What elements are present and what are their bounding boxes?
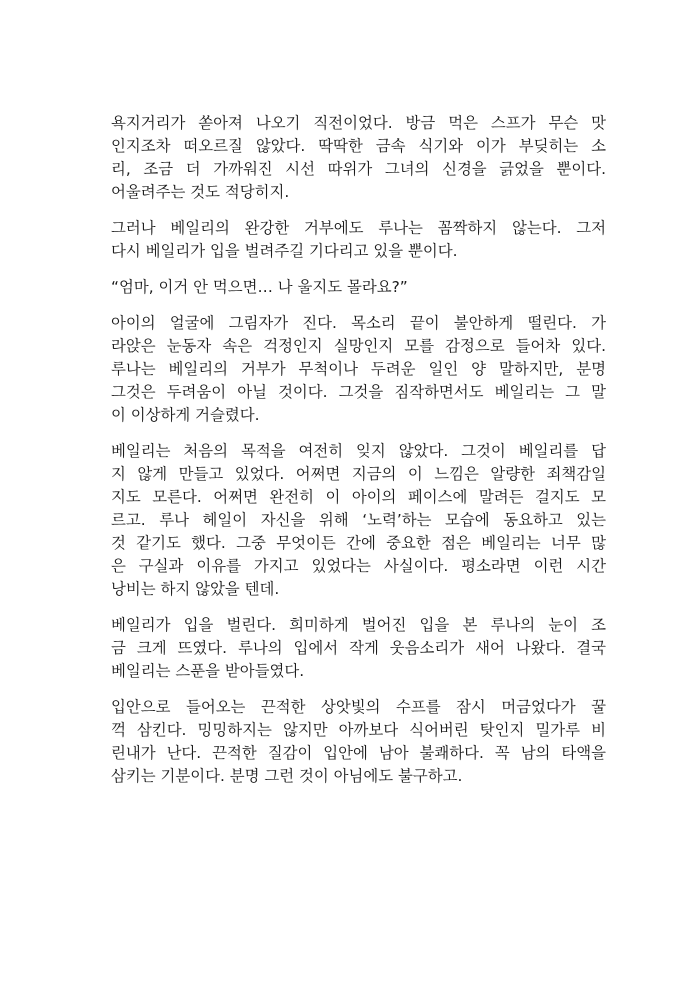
text-line: 은 구실과 이유를 가지고 있었다는 사실이다. 평소라면 이런 시간	[111, 557, 606, 575]
paragraph-1	[94, 112, 606, 204]
text-line: 린내가 난다. 끈적한 질감이 입안에 남아 불쾌하다. 꼭 남의 타액을	[111, 744, 606, 762]
text-line: 루나는 베일리의 거부가 무척이나 두려운 일인 양 말하지만, 분명	[111, 360, 606, 378]
text-line: 인지조차 떠오르질 않았다. 딱딱한 금속 식기와 이가 부딪히는 소	[111, 137, 606, 155]
text-line: 베일리는 스푼을 받아들였다.	[111, 662, 305, 680]
text-line: 삼키는 기분이다. 분명 그런 것이 아님에도 불구하고.	[111, 767, 463, 785]
text-line: 르고. 루나 헤일이 자신을 위해 ‘노력’하는 모습에 동요하고 있는	[111, 511, 606, 529]
text-line: 베일리가 입을 벌린다. 희미하게 벌어진 입을 본 루나의 눈이 조	[111, 616, 606, 634]
text-line: 아이의 얼굴에 그림자가 진다. 목소리 끝이 불안하게 떨린다. 가	[111, 314, 606, 332]
paragraph-4	[94, 312, 606, 427]
text-line: 욕지거리가 쏟아져 나오기 직전이었다. 방금 먹은 스프가 무슨 맛	[111, 114, 606, 132]
text-line: 낭비는 하지 않았을 텐데.	[111, 580, 280, 598]
paragraph-2	[94, 217, 606, 263]
body-text	[94, 112, 606, 801]
text-line: 이 이상하게 거슬렸다.	[111, 406, 260, 424]
text-line: 라앉은 눈동자 속은 걱정인지 실망인지 모를 감정으로 들어차 있다.	[111, 337, 606, 355]
text-line: 리, 조금 더 가까워진 시선 따위가 그녀의 신경을 긁었을 뿐이다.	[111, 160, 606, 178]
text-line: 베일리는 처음의 목적을 여전히 잊지 않았다. 그것이 베일리를 답	[111, 442, 606, 460]
text-line: “엄마, 이거 안 먹으면… 나 울지도 몰라요?”	[111, 278, 408, 296]
text-line: 어울려주는 것도 적당히지.	[111, 183, 290, 201]
text-line: 입안으로 들어오는 끈적한 상앗빛의 수프를 잠시 머금었다가 꿀	[111, 698, 606, 716]
text-line: 금 크게 뜨였다. 루나의 입에서 작게 웃음소리가 새어 나왔다. 결국	[111, 639, 606, 657]
paragraph-7	[94, 696, 606, 788]
text-line: 그러나 베일리의 완강한 거부에도 루나는 꼼짝하지 않는다. 그저	[111, 219, 606, 237]
paragraph-5	[94, 440, 606, 601]
text-line: 다시 베일리가 입을 벌려주길 기다리고 있을 뿐이다.	[111, 242, 458, 260]
text-line: 꺽 삼킨다. 밍밍하지는 않지만 아까보다 식어버린 탓인지 밀가루 비	[111, 721, 606, 739]
paragraph-6	[94, 614, 606, 683]
paragraph-3-dialogue	[94, 276, 606, 299]
text-line: 지 않게 만들고 있었다. 어쩌면 지금의 이 느낌은 알량한 죄책감일	[111, 465, 606, 483]
text-line: 그것은 두려움이 아닐 것이다. 그것을 짐작하면서도 베일리는 그 말	[111, 383, 606, 401]
text-line: 것 같기도 했다. 그중 무엇이든 간에 중요한 점은 베일리는 너무 많	[111, 534, 606, 552]
text-line: 지도 모른다. 어쩌면 완전히 이 아이의 페이스에 말려든 걸지도 모	[111, 488, 606, 506]
